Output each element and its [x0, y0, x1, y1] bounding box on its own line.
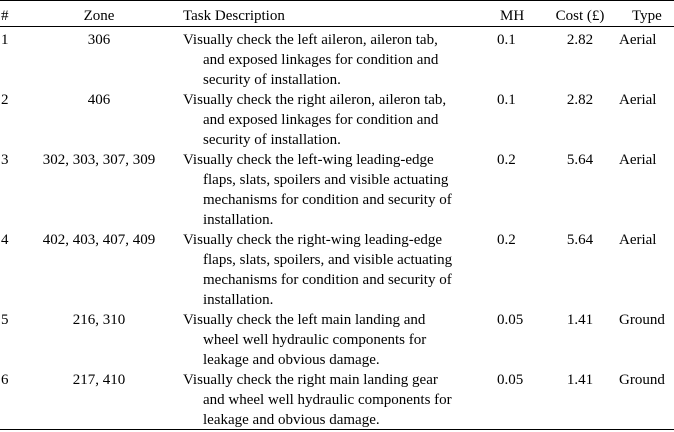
description-line: Visually check the right aileron, aileron tab, — [183, 92, 447, 108]
row-task-description — [183, 90, 483, 150]
row-num: 4 — [1, 232, 9, 248]
description-line: flaps, slats, spoilers, and visible actuating — [203, 252, 453, 268]
description-line: Visually check the right main landing gear — [183, 372, 438, 388]
description-line: flaps, slats, spoilers and visible actuating — [203, 172, 449, 188]
description-line: and exposed linkages for condition and — [203, 112, 439, 128]
description-line: Visually check the left main landing and — [183, 312, 426, 328]
header-type: Type — [632, 8, 662, 24]
description-line: and exposed linkages for condition and — [203, 52, 439, 68]
description-line: and wheel well hydraulic components for — [203, 392, 452, 408]
row-zone: 406 — [87, 92, 111, 108]
row-task-description — [183, 150, 483, 230]
header-num: # — [1, 8, 9, 24]
row-zone: 402, 403, 407, 409 — [42, 232, 156, 248]
row-zone: 306 — [87, 32, 111, 48]
description-line: leakage and obvious damage. — [203, 412, 380, 428]
row-type: Aerial — [619, 92, 657, 108]
description-line: Visually check the left-wing leading-edge — [183, 152, 434, 168]
row-mh: 0.1 — [497, 92, 516, 108]
row-num: 2 — [1, 92, 9, 108]
description-line: mechanisms for condition and security of — [203, 192, 452, 208]
row-cost: 1.41 — [566, 312, 594, 328]
description-line: Visually check the left aileron, aileron tab, — [183, 32, 438, 48]
description-line: security of installation. — [203, 132, 341, 148]
row-type: Ground — [619, 312, 665, 328]
row-cost: 5.64 — [566, 152, 594, 168]
row-mh: 0.05 — [497, 372, 524, 388]
description-line: Visually check the right-wing leading-edge — [183, 232, 443, 248]
row-type: Aerial — [619, 152, 657, 168]
row-mh: 0.2 — [497, 152, 516, 168]
table-header-rule — [0, 26, 674, 27]
header-zone: Zone — [83, 8, 115, 24]
row-num: 5 — [1, 312, 9, 328]
row-cost: 1.41 — [566, 372, 594, 388]
row-type: Aerial — [619, 32, 657, 48]
description-line: leakage and obvious damage. — [203, 352, 380, 368]
row-mh: 0.2 — [497, 232, 516, 248]
description-line: mechanisms for condition and security of — [203, 272, 452, 288]
row-zone: 216, 310 — [72, 312, 126, 328]
row-num: 1 — [1, 32, 9, 48]
row-mh: 0.05 — [497, 312, 524, 328]
row-task-description — [183, 30, 483, 90]
row-type: Aerial — [619, 232, 657, 248]
row-cost: 2.82 — [566, 92, 594, 108]
header-cost: Cost (£) — [555, 8, 605, 24]
description-line: installation. — [203, 212, 274, 228]
row-task-description — [183, 370, 483, 430]
row-mh: 0.1 — [497, 32, 516, 48]
description-line: wheel well hydraulic components for — [203, 332, 427, 348]
row-cost: 2.82 — [566, 32, 594, 48]
row-task-description — [183, 310, 483, 370]
row-cost: 5.64 — [566, 232, 594, 248]
header-mh: MH — [500, 8, 525, 24]
row-task-description — [183, 230, 483, 310]
table-top-rule — [0, 0, 674, 1]
description-line: installation. — [203, 292, 274, 308]
header-task-description: Task Description — [183, 8, 285, 24]
row-type: Ground — [619, 372, 665, 388]
row-num: 6 — [1, 372, 9, 388]
row-zone: 302, 303, 307, 309 — [42, 152, 156, 168]
row-zone: 217, 410 — [72, 372, 126, 388]
row-num: 3 — [1, 152, 9, 168]
description-line: security of installation. — [203, 72, 341, 88]
